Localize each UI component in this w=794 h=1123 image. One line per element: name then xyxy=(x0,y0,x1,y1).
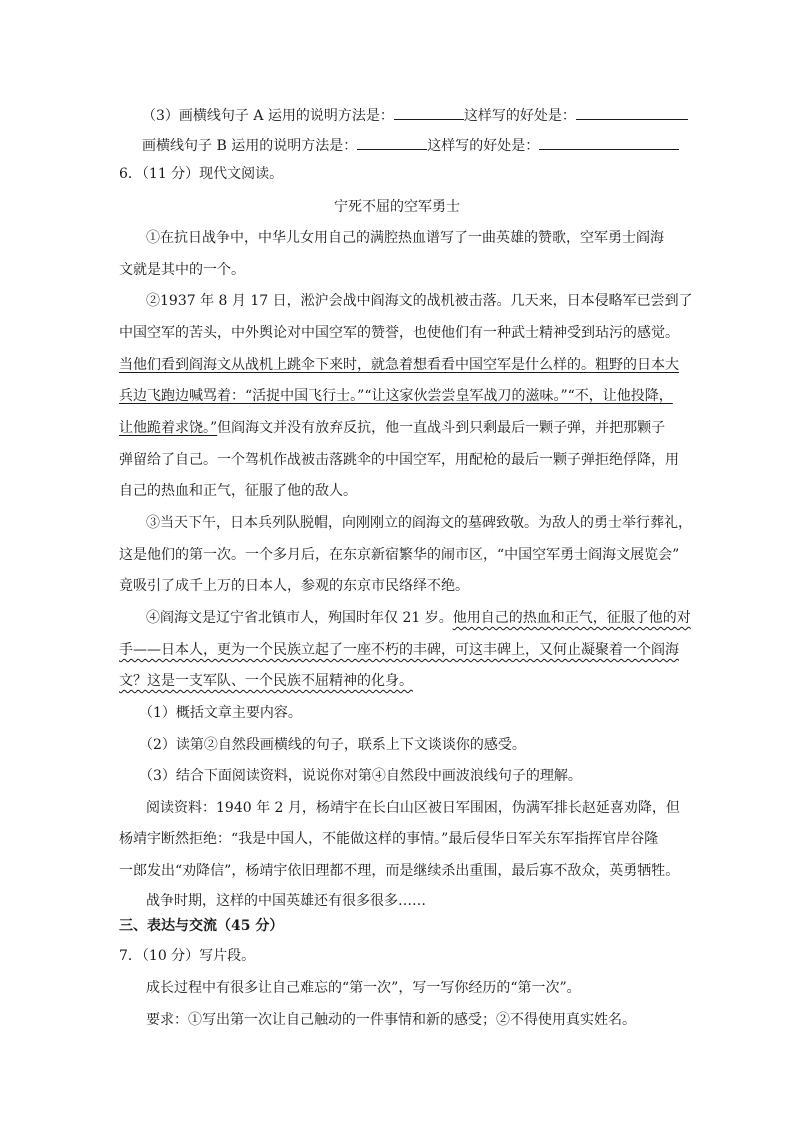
material-line-1: 阅读资料：1940 年 2 月，杨靖宇在长白山区被日军围困，伪满军排长赵延喜劝降，但 xyxy=(146,800,680,816)
answer-blank[interactable] xyxy=(576,105,688,120)
p4-line-3-wavy: 文？这是一支军队、一个民族不屈精神的化身。 xyxy=(119,673,413,689)
p1-line-1: ①在抗日战争中，中华儿女用自己的满腔热血谱写了一曲英雄的赞歌，空军勇士阎海 xyxy=(146,230,664,246)
answer-blank[interactable] xyxy=(357,135,427,150)
p3-line-3: 竟吸引了成千上万的日本人，参观的东京市民络绎不绝。 xyxy=(119,578,469,594)
section-3-heading: 三、表达与交流（45 分） xyxy=(119,918,284,934)
q7-requirement: 要求：①写出第一次让自己触动的一件事情和新的感受；②不得使用真实姓名。 xyxy=(146,1012,636,1028)
sub-question-2: （2）读第②自然段画横线的句子，联系上下文谈谈你的感受。 xyxy=(139,737,526,753)
q7-prompt: 成长过程中有很多让自己难忘的“第一次”，写一写你经历的“第一次”。 xyxy=(146,980,581,996)
answer-blank[interactable] xyxy=(539,135,679,150)
p3-line-2: 这是他们的第一次。一个多月后，在东京新宿繁华的闹市区，“中国空军勇士阎海文展览会” xyxy=(119,547,680,563)
q6-heading: 6．（11 分）现代文阅读。 xyxy=(119,166,284,182)
p2-line-6: 弹留给了自己。一个驾机作战被击落跳伞的中国空军，用配枪的最后一颗子弹拒绝俘降，用 xyxy=(119,452,679,468)
p2-line-3-underlined: 当他们看到阎海文从战机上跳伞下来时，就急着想看看中国空军是什么样的。粗野的日本大 xyxy=(119,357,679,373)
wavy-sentence: 他用自己的热血和正气，征服了他的对 xyxy=(452,610,691,626)
material-line-2: 杨靖宇断然拒绝：“我是中国人，不能做这样的事情。”最后侵华日军关东军指挥官岸谷隆 xyxy=(119,831,659,847)
closing-line: 战争时期，这样的中国英雄还有很多很多…… xyxy=(146,893,426,909)
sub-question-3: （3）结合下面阅读资料，说说你对第④自然段中画波浪线句子的理解。 xyxy=(139,768,582,784)
underlined-sentence: 让他跪着求饶。” xyxy=(119,420,218,436)
p2-line-4-underlined: 兵边飞跑边喊骂着：“活捉中国飞行士。”“让这家伙尝尝皇军战刀的滋味。”“不，让他投降， xyxy=(119,388,673,404)
p2-line-1: ②1937 年 8 月 17 日，淞沪会战中阎海文的战机被击落。几天来，日本侵略军已尝到了 xyxy=(146,293,693,309)
q7-heading: 7．（10 分）写片段。 xyxy=(119,948,256,964)
p3-line-1: ③当天下午，日本兵列队脱帽，向刚刚立的阎海文的墓碑致敬。为敌人的勇士举行葬礼， xyxy=(146,515,692,531)
p4-line-2-wavy: 手——日本人，更为一个民族立起了一座不朽的丰碑，可这丰碑上，又何止凝聚着一个阎海 xyxy=(119,642,679,658)
p2-line-5: 让他跪着求饶。”但阎海文并没有放弃反抗，他一直战斗到只剩最后一颗子弹，并把那颗子 xyxy=(119,420,666,436)
p2-line-7: 自己的热血和正气，征服了他的敌人。 xyxy=(119,483,357,499)
answer-blank[interactable] xyxy=(394,105,464,120)
material-line-3: 一郎发出“劝降信”，杨靖宇依旧理都不理，而是继续杀出重围，最后寡不敌众，英勇牺牲。 xyxy=(119,863,680,879)
q5-3-line-a: （3）画横线句子 A 运用的说明方法是： 这样写的好处是： xyxy=(142,105,688,125)
sub-question-1: （1）概括文章主要内容。 xyxy=(139,705,302,721)
article-title: 宁死不屈的空军勇士 xyxy=(334,199,460,215)
p1-line-2: 文就是其中的一个。 xyxy=(119,262,245,278)
p2-line-2: 中国空军的苦头，中外舆论对中国空军的赞誉，也使他们有一种武士精神受到玷污的感觉。 xyxy=(119,325,679,341)
q5-3-line-b: 画横线句子 B 运用的说明方法是： 这样写的好处是： xyxy=(142,135,679,155)
p4-line-1: ④阎海文是辽宁省北镇市人，殉国时年仅 21 岁。他用自己的热血和正气，征服了他的对 xyxy=(146,610,691,626)
